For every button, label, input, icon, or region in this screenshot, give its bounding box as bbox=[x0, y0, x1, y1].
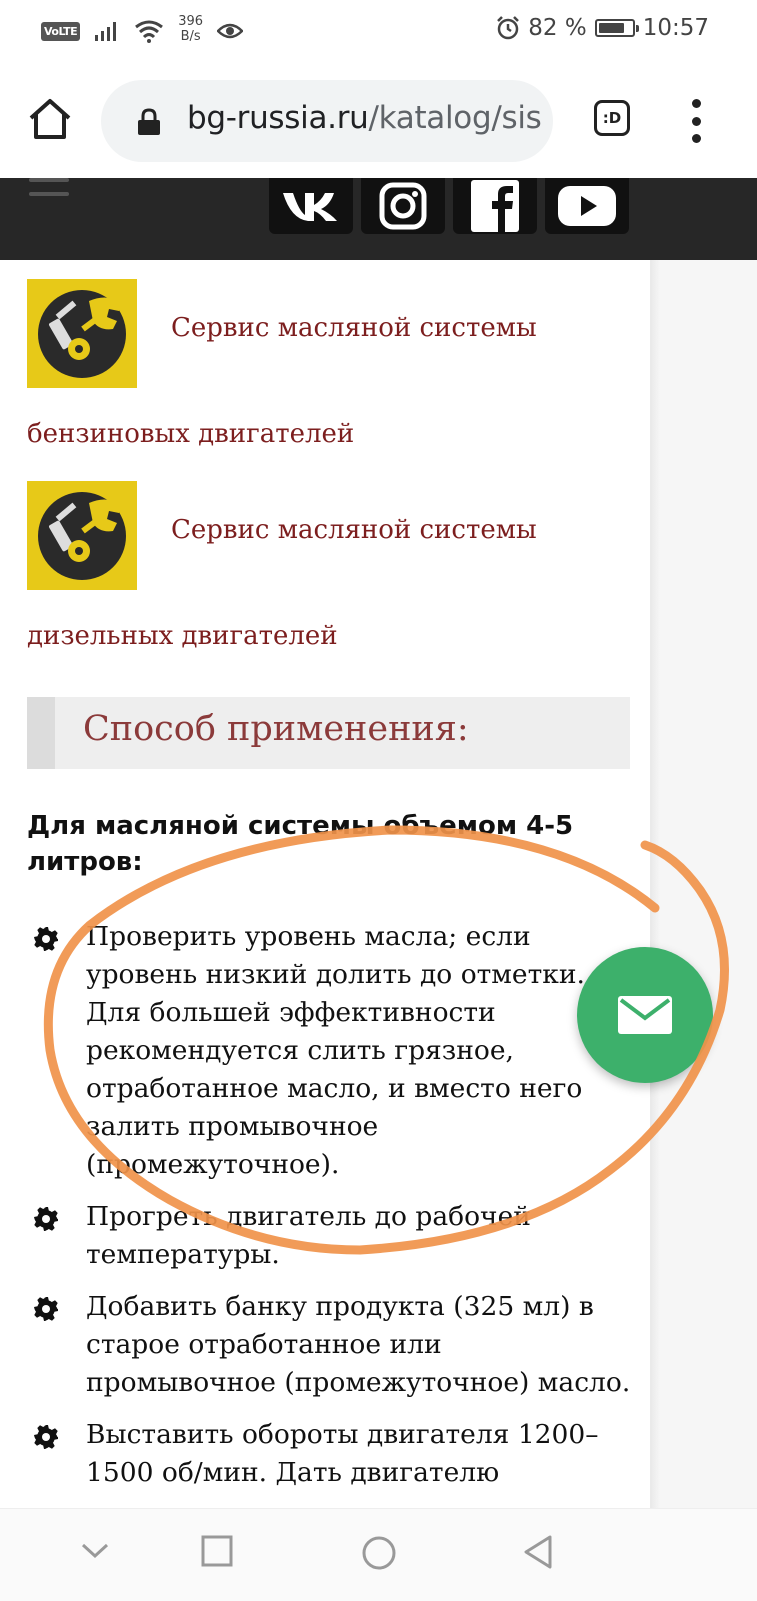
clock: 10:57 bbox=[642, 15, 709, 41]
service-title-line2: дизельных двигателей bbox=[27, 621, 338, 651]
instagram-icon[interactable] bbox=[361, 178, 445, 234]
gear-icon bbox=[33, 1296, 59, 1322]
network-speed bbox=[178, 14, 203, 44]
step-text: Проверить уровень масла; если уровень низкий долить до отметки. Для большей эффективности рекомендуется слить грязное, отработанное масло, и вместо него залить промывочное (промежуточное). bbox=[86, 921, 585, 1180]
mail-icon bbox=[618, 996, 672, 1034]
battery-icon bbox=[595, 19, 635, 37]
wifi-icon bbox=[134, 19, 164, 43]
alarm-icon bbox=[496, 16, 520, 40]
more-menu-icon[interactable] bbox=[686, 99, 706, 143]
url-text bbox=[187, 100, 542, 136]
step-text: Выставить обороты двигателя 1200–1500 об/мин. Дать двигателю bbox=[86, 1419, 599, 1488]
network-speed-unit: B/s bbox=[180, 29, 201, 44]
service-link-diesel[interactable] bbox=[27, 481, 627, 671]
chevron-down-icon[interactable] bbox=[80, 1535, 110, 1565]
back-triangle-icon[interactable] bbox=[522, 1535, 554, 1569]
youtube-icon[interactable] bbox=[545, 178, 629, 234]
gear-icon bbox=[33, 926, 59, 952]
hamburger-menu-icon[interactable] bbox=[29, 178, 69, 208]
gear-icon bbox=[33, 1424, 59, 1450]
social-links bbox=[269, 178, 629, 234]
step-text: Прогреть двигатель до рабочей температуры. bbox=[86, 1201, 531, 1270]
service-title-line1: Сервис масляной системы bbox=[171, 515, 537, 545]
list-item bbox=[27, 1288, 637, 1402]
engine-service-icon bbox=[27, 279, 137, 388]
status-bar-right bbox=[496, 15, 709, 41]
contact-message-button[interactable] bbox=[577, 947, 713, 1083]
service-link-petrol[interactable] bbox=[27, 279, 627, 469]
system-navigation-bar bbox=[0, 1508, 757, 1601]
volte-indicator: VoLTE bbox=[41, 22, 80, 41]
battery-percent: 82 % bbox=[528, 15, 587, 41]
recents-square-icon[interactable] bbox=[201, 1535, 233, 1567]
url-domain: bg-russia.ru bbox=[187, 100, 369, 136]
engine-service-icon bbox=[27, 481, 137, 590]
home-circle-icon[interactable] bbox=[361, 1535, 397, 1571]
usage-lead-text: Для масляной системы объемом 4-5 литров: bbox=[27, 811, 574, 877]
list-item bbox=[27, 1198, 637, 1274]
tab-switcher-button[interactable]: :D bbox=[594, 100, 630, 136]
page-right-gutter bbox=[658, 260, 757, 1510]
list-item bbox=[27, 918, 637, 1184]
signal-icon bbox=[94, 20, 120, 42]
address-bar[interactable] bbox=[101, 80, 553, 162]
vk-icon[interactable] bbox=[269, 178, 353, 234]
service-title-line2: бензиновых двигателей bbox=[27, 419, 355, 449]
gear-icon bbox=[33, 1206, 59, 1232]
browser-toolbar bbox=[0, 66, 757, 178]
site-header bbox=[0, 178, 757, 260]
section-heading-usage bbox=[27, 697, 630, 769]
service-title-line1: Сервис масляной системы bbox=[171, 313, 537, 343]
usage-steps-list bbox=[27, 918, 637, 1506]
section-heading-text: Способ применения: bbox=[83, 709, 469, 749]
status-bar bbox=[0, 0, 757, 66]
lock-icon bbox=[137, 108, 161, 136]
home-icon[interactable] bbox=[27, 96, 73, 142]
status-bar-left bbox=[41, 14, 243, 44]
url-path: /katalog/sis bbox=[368, 100, 542, 136]
step-text: Добавить банку продукта (325 мл) в старое отработанное или промывочное (промежуточное) масло. bbox=[86, 1291, 631, 1398]
section-heading-bar bbox=[27, 697, 55, 769]
network-speed-value: 396 bbox=[178, 14, 204, 29]
eye-icon bbox=[217, 21, 243, 41]
facebook-icon[interactable] bbox=[453, 178, 537, 234]
list-item bbox=[27, 1416, 637, 1492]
